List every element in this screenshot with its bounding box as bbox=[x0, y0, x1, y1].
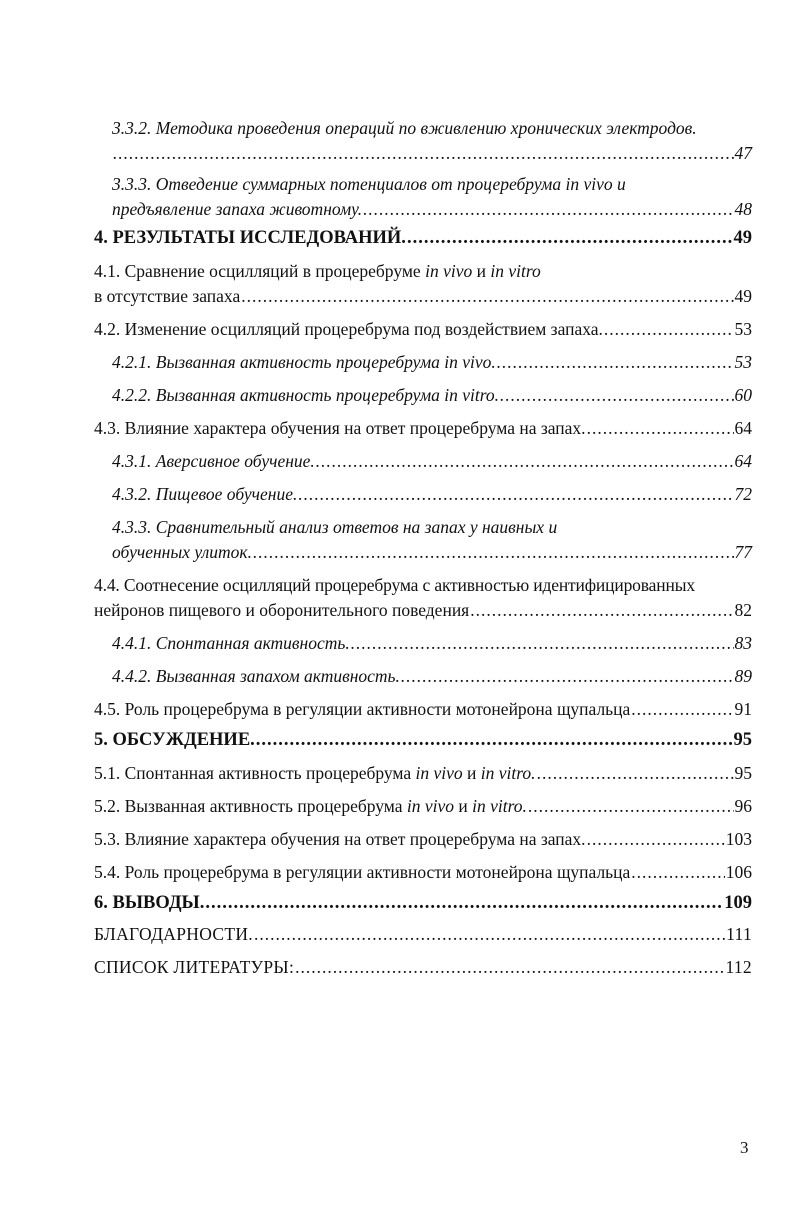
dot-leader bbox=[470, 598, 733, 623]
dot-leader bbox=[497, 350, 734, 375]
toc-page-number: 109 bbox=[724, 893, 752, 913]
toc-entry-chapter bbox=[94, 891, 752, 916]
toc-entry-title: 4.3. Влияние характера обучения на ответ процеребрума на запах. bbox=[94, 418, 586, 438]
toc-page-number: 53 bbox=[734, 319, 752, 339]
toc-page-number: 49 bbox=[733, 228, 752, 248]
toc-page-number: 48 bbox=[734, 199, 752, 219]
toc-entry bbox=[94, 172, 752, 222]
toc-entry bbox=[94, 515, 752, 565]
toc-page-number: 95 bbox=[733, 730, 752, 750]
toc-page-number: 60 bbox=[734, 385, 752, 405]
toc-entry bbox=[94, 860, 752, 885]
title-part: 5.2. Вызванная активность процеребрума bbox=[94, 796, 407, 816]
toc-entry-title bbox=[94, 761, 536, 786]
toc-page-number: 77 bbox=[734, 542, 752, 562]
table-of-contents bbox=[94, 116, 752, 980]
toc-entry-chapter bbox=[94, 728, 752, 753]
toc-entry bbox=[94, 350, 752, 375]
toc-entry bbox=[94, 449, 752, 474]
toc-page-number: 49 bbox=[734, 286, 752, 306]
dot-leader bbox=[604, 317, 734, 342]
title-part: и bbox=[462, 763, 481, 783]
toc-entry-title: 4.3.1. Аверсивное обучение. bbox=[112, 451, 315, 471]
title-part: и bbox=[454, 796, 473, 816]
dot-leader bbox=[407, 226, 733, 251]
toc-entry bbox=[94, 416, 752, 441]
dot-leader bbox=[351, 631, 734, 656]
page-number: 3 bbox=[740, 1138, 749, 1157]
dot-leader bbox=[631, 697, 733, 722]
toc-page-number: 111 bbox=[726, 924, 752, 944]
dot-leader bbox=[254, 922, 725, 947]
title-part: in vivo bbox=[415, 763, 463, 783]
title-part: и bbox=[472, 261, 491, 281]
dot-leader bbox=[401, 664, 734, 689]
toc-page-number: 103 bbox=[725, 829, 752, 849]
toc-entry bbox=[94, 922, 752, 947]
toc-entry-title: 4.2.1. Вызванная активность процеребрума in vivo. bbox=[112, 352, 496, 372]
dot-leader bbox=[316, 449, 734, 474]
toc-entry-title: БЛАГОДАРНОСТИ. bbox=[94, 924, 253, 944]
dot-leader bbox=[363, 197, 733, 222]
toc-page-number: 83 bbox=[734, 633, 752, 653]
toc-page-number: 96 bbox=[734, 796, 752, 816]
dot-leader bbox=[256, 728, 733, 753]
toc-entry bbox=[94, 631, 752, 656]
toc-entry bbox=[94, 955, 752, 980]
toc-page-number: 95 bbox=[734, 763, 752, 783]
toc-entry-title-cont: обученных улиток. bbox=[112, 542, 252, 562]
title-part: 4.1. Сравнение осцилляций в процеребруме bbox=[94, 261, 426, 281]
toc-page-number: 89 bbox=[734, 666, 752, 686]
toc-entry-title: 4.3.3. Сравнительный анализ ответов на запах у наивных и bbox=[112, 517, 558, 537]
dot-leader bbox=[205, 891, 723, 916]
toc-entry-title: 5.3. Влияние характера обучения на ответ процеребрума на запах. bbox=[94, 829, 586, 849]
toc-entry-title: 4.4.1. Спонтанная активность. bbox=[112, 633, 350, 653]
toc-entry-title: СПИСОК ЛИТЕРАТУРЫ: bbox=[94, 957, 295, 977]
dot-leader bbox=[295, 955, 724, 980]
toc-entry-title: 4.5. Роль процеребрума в регуляции активности мотонейрона щупальца bbox=[94, 699, 631, 719]
toc-entry-title: 3.3.3. Отведение суммарных потенциалов от процеребрума in vivo и bbox=[112, 174, 626, 194]
dot-leader bbox=[253, 540, 734, 565]
toc-page-number: 47 bbox=[734, 143, 752, 163]
dot-leader bbox=[587, 416, 734, 441]
toc-entry bbox=[94, 573, 752, 623]
toc-entry-title: 4.2.2. Вызванная активность процеребрума in vitro. bbox=[112, 385, 500, 405]
toc-entry-title: 5.4. Роль процеребрума в регуляции активности мотонейрона щупальца bbox=[94, 862, 631, 882]
toc-entry-title-cont: нейронов пищевого и оборонительного поведения bbox=[94, 600, 470, 620]
toc-entry bbox=[94, 317, 752, 342]
title-part: in vivo bbox=[406, 796, 455, 816]
toc-entry-title bbox=[94, 259, 752, 284]
dot-leader bbox=[587, 827, 725, 852]
dot-leader bbox=[298, 482, 733, 507]
dot-leader bbox=[113, 141, 734, 166]
toc-page-number: 64 bbox=[734, 418, 752, 438]
toc-page-number: 53 bbox=[734, 352, 752, 372]
toc-entry bbox=[94, 482, 752, 507]
dot-leader bbox=[241, 284, 733, 309]
toc-entry-title-cont: предъявление запаха животному. bbox=[112, 199, 363, 219]
dot-leader bbox=[500, 383, 733, 408]
toc-page-number: 106 bbox=[725, 862, 752, 882]
toc-entry bbox=[94, 664, 752, 689]
toc-entry bbox=[94, 761, 752, 786]
toc-entry bbox=[94, 794, 752, 819]
toc-entry-title: 4.4.2. Вызванная запахом активность. bbox=[112, 666, 400, 686]
toc-page-number: 64 bbox=[734, 451, 752, 471]
toc-entry-title: 4.3.2. Пищевое обучение. bbox=[112, 484, 298, 504]
toc-entry bbox=[94, 383, 752, 408]
dot-leader bbox=[631, 860, 724, 885]
title-part: in vivo bbox=[425, 261, 473, 281]
toc-page-number: 91 bbox=[734, 699, 752, 719]
dot-leader bbox=[537, 761, 734, 786]
title-part: 5.1. Спонтанная активность процеребрума bbox=[94, 763, 416, 783]
toc-entry bbox=[94, 697, 752, 722]
title-part: in vitro. bbox=[472, 796, 527, 816]
toc-entry bbox=[94, 259, 752, 309]
toc-entry-title: 3.3.2. Методика проведения операций по вживлению хронических электродов. bbox=[112, 118, 697, 138]
toc-page-number: 112 bbox=[725, 957, 752, 977]
toc-entry-title: 4. РЕЗУЛЬТАТЫ ИССЛЕДОВАНИЙ. bbox=[94, 228, 406, 248]
toc-entry bbox=[94, 116, 752, 166]
toc-entry-chapter bbox=[94, 226, 752, 251]
toc-entry-title: 4.2. Изменение осцилляций процеребрума под воздействием запаха. bbox=[94, 319, 603, 339]
toc-entry-title: 5. ОБСУЖДЕНИЕ. bbox=[94, 730, 255, 750]
toc-entry-title bbox=[94, 794, 527, 819]
toc-page-number: 72 bbox=[734, 484, 752, 504]
toc-entry-title: 6. ВЫВОДЫ. bbox=[94, 893, 205, 913]
dot-leader bbox=[528, 794, 734, 819]
toc-page-number: 82 bbox=[734, 600, 752, 620]
toc-entry-title-cont: в отсутствие запаха bbox=[94, 286, 241, 306]
toc-entry bbox=[94, 827, 752, 852]
title-part: in vitro bbox=[490, 261, 541, 281]
title-part: in vitro. bbox=[480, 763, 536, 783]
toc-entry-title: 4.4. Соотнесение осцилляций процеребрума с активностью идентифицированных bbox=[94, 575, 695, 595]
